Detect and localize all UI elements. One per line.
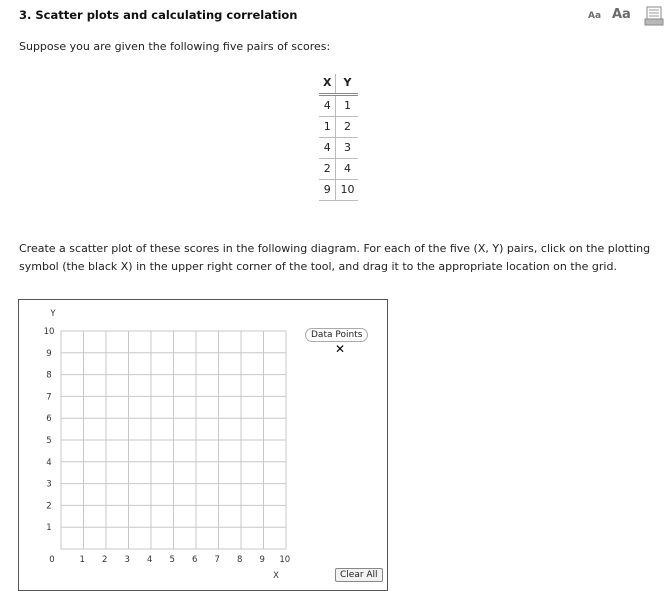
y-tick-label: 9: [46, 348, 52, 359]
x-tick-label: 4: [147, 555, 153, 565]
table-row: [319, 138, 358, 159]
y-tick-label: 10: [43, 327, 55, 337]
x-tick-label: 5: [169, 555, 175, 565]
scores-header-y: Y: [336, 74, 359, 95]
intro-text: Suppose you are given the following five pairs of scores:: [19, 40, 331, 53]
x-tick-label: 6: [192, 555, 198, 565]
y-tick-label: 3: [46, 479, 52, 490]
score-y: 1: [336, 95, 359, 117]
page-title: 3. Scatter plots and calculating correlation: [19, 8, 298, 22]
table-row: [319, 95, 358, 117]
x-tick-label: 8: [237, 555, 243, 565]
data-points-button[interactable]: Data Points: [305, 328, 368, 342]
y-tick-label: 4: [46, 457, 52, 468]
print-icon[interactable]: [644, 6, 664, 26]
score-x: 4: [319, 138, 336, 159]
score-y: 4: [336, 159, 359, 180]
score-y: 10: [336, 180, 359, 201]
y-tick-label: 5: [46, 436, 52, 446]
x-tick-label: 2: [102, 555, 108, 565]
font-size-large-button[interactable]: Aa: [612, 7, 631, 22]
scores-table: [319, 74, 358, 201]
score-x: 1: [319, 117, 336, 138]
font-size-small-button[interactable]: Aa: [588, 11, 602, 21]
x-tick-label: 7: [214, 555, 220, 565]
y-tick-label: 6: [46, 414, 52, 425]
y-axis-label: Y: [50, 309, 56, 319]
y-tick-label: 1: [46, 523, 52, 534]
score-y: 2: [336, 117, 359, 138]
scatter-plot-tool: [18, 299, 388, 591]
score-x: 2: [319, 159, 336, 180]
y-tick-label: 7: [46, 392, 52, 403]
y-tick-label: 8: [46, 370, 52, 381]
x-tick-label: 1: [79, 555, 85, 565]
x-axis-label: X: [273, 571, 279, 581]
table-row: [319, 117, 358, 138]
scatter-plot-grid[interactable]: [19, 300, 387, 590]
x-tick-label: 9: [259, 555, 265, 565]
score-x: 9: [319, 180, 336, 201]
score-y: 3: [336, 138, 359, 159]
plotting-symbol-icon[interactable]: ✕: [335, 342, 346, 356]
clear-all-button[interactable]: Clear All: [335, 568, 383, 582]
scores-header-row: [319, 74, 358, 95]
scores-header-x: X: [319, 74, 336, 95]
table-row: [319, 180, 358, 201]
y-tick-label: 2: [46, 501, 52, 512]
x-tick-label: 0: [49, 555, 55, 565]
instructions-text: Create a scatter plot of these scores in the following diagram. For each of the five (X, Y) pairs, click on the plotting symbol (the black X) in the upper right corner of the tool, and drag it to the appropriate location on the grid.: [19, 242, 651, 273]
x-tick-label: 3: [124, 555, 130, 565]
table-row: [319, 159, 358, 180]
score-x: 4: [319, 95, 336, 117]
x-tick-label: 10: [279, 555, 291, 565]
